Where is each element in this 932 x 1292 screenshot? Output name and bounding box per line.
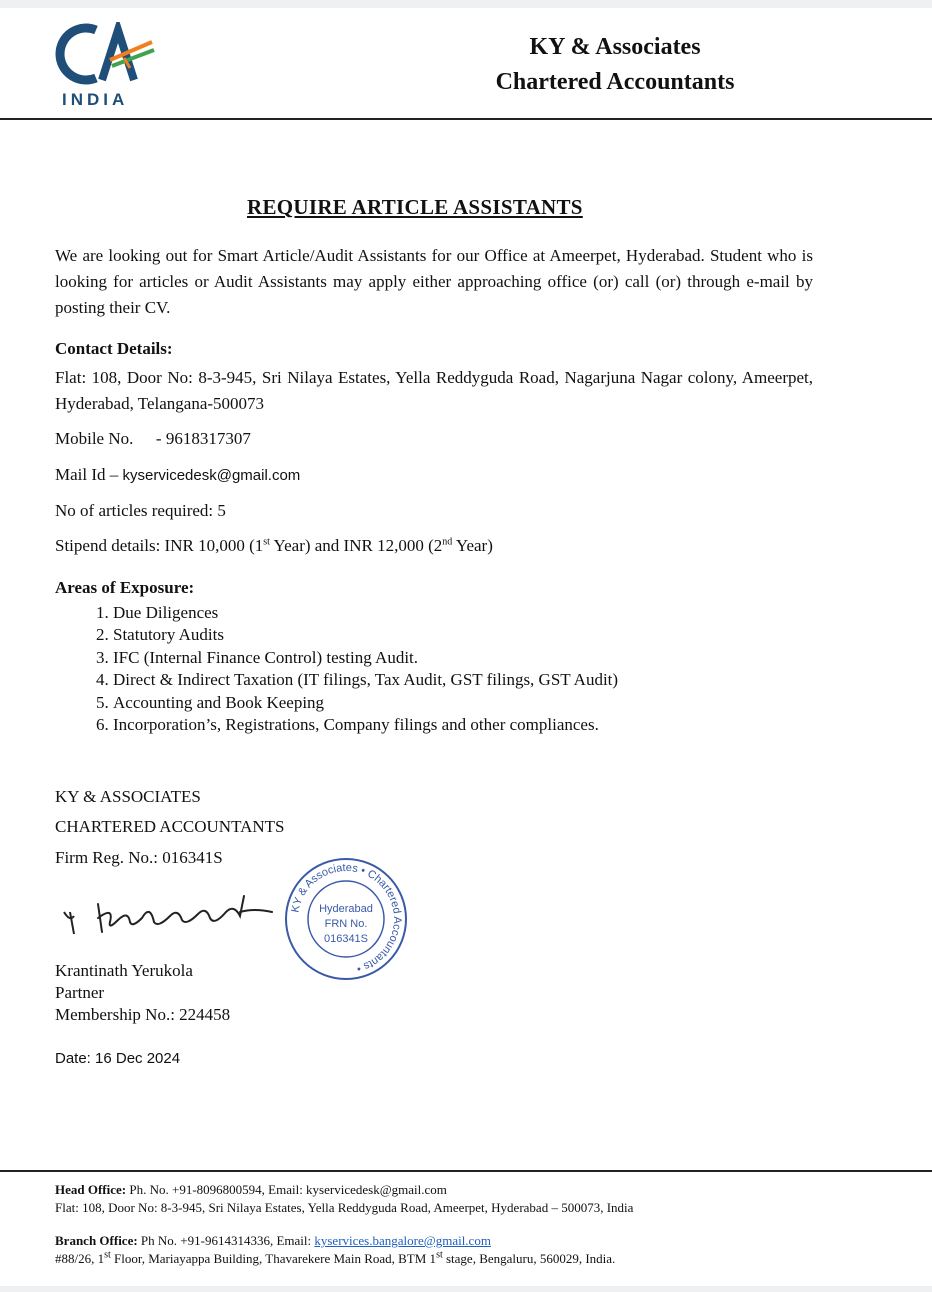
branch-office-address (55, 1250, 915, 1268)
head-office-label: Head Office: (55, 1182, 127, 1197)
firm-name: KY & Associates (529, 34, 701, 60)
branch-office-label: Branch Office: (55, 1233, 138, 1248)
list-item: 5. Accounting and Book Keeping (113, 692, 813, 714)
letterhead (0, 8, 932, 120)
notice-title: REQUIRE ARTICLE ASSISTANTS (247, 195, 583, 219)
exposure-list-wrap (55, 602, 813, 736)
exposure-list (55, 602, 813, 736)
logo-india-text: INDIA (62, 90, 129, 109)
branch-addr-sup-1: st (104, 1249, 111, 1261)
contact-address: Flat: 108, Door No: 8-3-945, Sri Nilaya Estates, Yella Reddyguda Road, Nagarjuna Nagar colony, Ameerpet, Hyderabad, Telangana-500073 (55, 368, 813, 413)
mail-address: kyservicedesk@gmail.com (122, 467, 301, 484)
firm-stamp (283, 856, 409, 982)
mobile-separator: - (155, 429, 162, 448)
mail-line (55, 462, 813, 489)
signature-image (58, 882, 278, 942)
ca-india-logo (52, 22, 162, 112)
branch-office-line (55, 1232, 915, 1250)
partner-block (55, 960, 813, 1026)
mobile-line (55, 426, 813, 452)
list-item: 2. Statutory Audits (113, 624, 813, 646)
intro-paragraph: We are looking out for Smart Article/Audit Assistants for our Office at Ameerpet, Hyderabad. Student who is looking for articles or Audit Assistants may apply either approaching office (or) call (or) through e-mail by posting their CV. (55, 246, 813, 317)
mail-label: Mail Id – (55, 465, 119, 484)
list-item: 1. Due Diligences (113, 602, 813, 624)
stipend-sup-1: st (263, 536, 270, 548)
branch-office-phone: Ph No. +91-9614314336, Email: (137, 1233, 315, 1248)
articles-required: No of articles required: 5 (55, 501, 226, 520)
ca-logo-icon (52, 22, 162, 86)
branch-addr-sup-2: st (436, 1249, 443, 1261)
head-office-address: Flat: 108, Door No: 8-3-945, Sri Nilaya Estates, Yella Reddyguda Road, Ameerpet, Hyderabad – 500073, India (55, 1200, 634, 1215)
exposure-heading: Areas of Exposure: (55, 578, 195, 597)
partner-title: Partner (55, 983, 105, 1002)
stipend-text-3: Year) (452, 536, 493, 555)
firm-title (470, 30, 760, 100)
signoff-firm: KY & ASSOCIATES (55, 787, 201, 806)
contact-heading: Contact Details: (55, 339, 173, 358)
top-edge (0, 0, 932, 8)
svg-text:KY & Associates • Chartered Ac: KY & Associates • Chartered Accountants • (289, 861, 404, 975)
stipend-text-2: Year) and INR 12,000 (2 (269, 536, 443, 555)
letter-date: Date: 16 Dec 2024 (55, 1050, 181, 1067)
footer (55, 1181, 915, 1268)
svg-text:Hyderabad: Hyderabad (319, 903, 373, 915)
partner-name: Krantinath Yerukola (55, 961, 193, 980)
footer-divider (0, 1170, 932, 1172)
branch-addr-1: #88/26, 1 (55, 1251, 105, 1266)
head-office-line (55, 1181, 915, 1199)
stipend-text-1: Stipend details: INR 10,000 (1 (55, 536, 264, 555)
svg-text:FRN No.: FRN No. (324, 918, 368, 930)
branch-addr-2: Floor, Mariayappa Building, Thavarekere Main Road, BTM 1 (110, 1251, 437, 1266)
list-item: 6. Incorporation’s, Registrations, Company filings and other compliances. (113, 714, 813, 736)
stipend-line (55, 533, 813, 559)
head-office-contact: Ph. No. +91-8096800594, Email: kyservicedesk@gmail.com (126, 1182, 447, 1197)
mobile-number: 9618317307 (165, 429, 251, 448)
stipend-sup-2: nd (442, 536, 453, 548)
membership-no: Membership No.: 224458 (55, 1005, 231, 1024)
mobile-label: Mobile No. (55, 429, 134, 448)
stamp-seal-icon (283, 856, 409, 982)
signoff-ca: CHARTERED ACCOUNTANTS (55, 817, 285, 836)
firm-reg-no: Firm Reg. No.: 016341S (55, 848, 223, 867)
list-item: 3. IFC (Internal Finance Control) testing Audit. (113, 647, 813, 669)
header-divider (0, 118, 932, 120)
svg-text:016341S: 016341S (323, 933, 369, 945)
firm-subtitle: Chartered Accountants (495, 69, 735, 95)
bottom-edge (0, 1286, 932, 1292)
branch-email-link[interactable]: kyservices.bangalore@gmail.com (314, 1233, 491, 1248)
signature-icon (58, 882, 278, 942)
list-item: 4. Direct & Indirect Taxation (IT filings, Tax Audit, GST filings, GST Audit) (113, 669, 813, 691)
branch-addr-3: stage, Bengaluru, 560029, India. (442, 1251, 616, 1266)
